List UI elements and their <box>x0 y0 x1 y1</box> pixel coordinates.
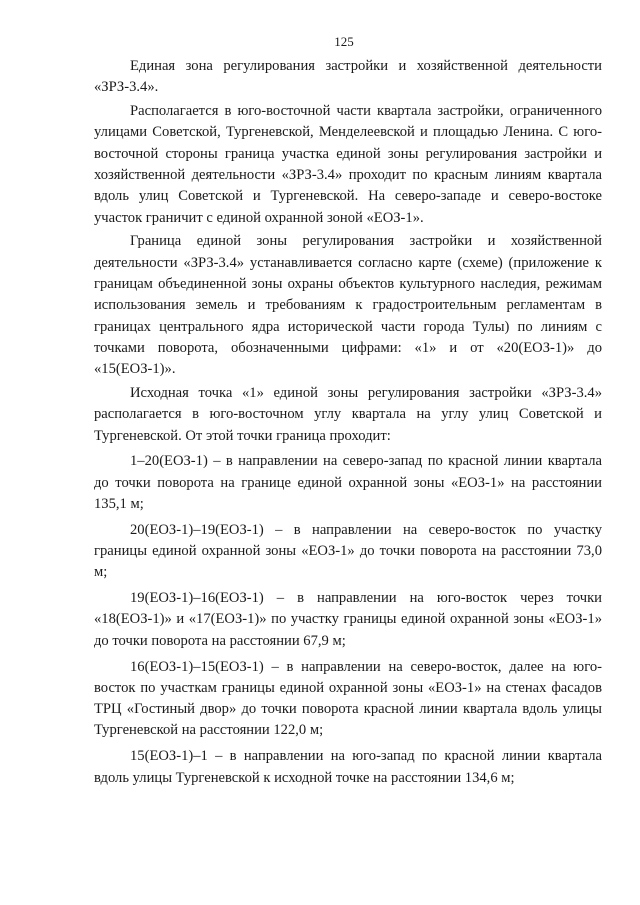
boundary-segment-item: 20(ЕОЗ-1)–19(ЕОЗ-1) – в направлении на северо-восток по участку границы единой охранной зоны «ЕОЗ-1» до точки поворота на расстоянии 73,0 м; <box>94 521 602 581</box>
boundary-definition-paragraph: Граница единой зоны регулирования застройки и хозяйственной деятельности «ЗРЗ-3.4» устанавливается согласно карте (схеме) (приложение к границам объединенной зоны охраны объектов культурного наследия, режимам использования земель и требованиям к градостроительным регламентам в границах центрального ядра исторической части города Тулы) по линиям с точками поворота, обозначенными цифрами: «1» и от «20(ЕОЗ-1)» до «15(ЕОЗ-1)». <box>94 233 602 378</box>
boundary-segment-item: 1–20(ЕОЗ-1) – в направлении на северо-запад по красной линии квартала до точки поворота на границе единой охранной зоны «ЕОЗ-1» на расстоянии 135,1 м; <box>94 453 602 512</box>
location-paragraph: Располагается в юго-восточной части квартала застройки, ограниченного улицами Советской, Тургеневской, Менделеевской и площадью Ленина. С юго-восточной стороны граница участка единой зоны регулирования застройки и хозяйственной деятельности «ЗРЗ-3.4» проходит по красным линиям квартала вдоль улиц Советской и Тургеневской. На северо-западе и северо-востоке участок граничит с единой охранной зоной «ЕОЗ-1». <box>94 103 602 226</box>
zone-title-paragraph: Единая зона регулирования застройки и хозяйственной деятельности «ЗРЗ-3.4». <box>94 58 602 96</box>
document-body <box>94 56 602 793</box>
boundary-segment-item: 16(ЕОЗ-1)–15(ЕОЗ-1) – в направлении на северо-восток, далее на юго-восток по участкам границы единой охранной зоны «ЕОЗ-1» на стенах фасадов ТРЦ «Гостиный двор» до точки поворота красной линии квартала вдоль улицы Тургеневской на расстоянии 122,0 м; <box>94 658 602 739</box>
boundary-segment-item: 19(ЕОЗ-1)–16(ЕОЗ-1) – в направлении на юго-восток через точки «18(ЕОЗ-1)» и «17(ЕОЗ-1)» по участку границы единой охранной зоны «ЕОЗ-1» до точки поворота на расстоянии 67,9 м; <box>94 590 602 649</box>
starting-point-paragraph: Исходная точка «1» единой зоны регулирования застройки «ЗРЗ-3.4» располагается в юго-восточном углу квартала на углу улиц Советской и Тургеневской. От этой точки граница проходит: <box>94 384 602 444</box>
page-number: 125 <box>334 34 354 49</box>
boundary-segment-item: 15(ЕОЗ-1)–1 – в направлении на юго-запад по красной линии квартала вдоль улицы Тургеневской к исходной точке на расстоянии 134,6 м; <box>94 748 602 786</box>
